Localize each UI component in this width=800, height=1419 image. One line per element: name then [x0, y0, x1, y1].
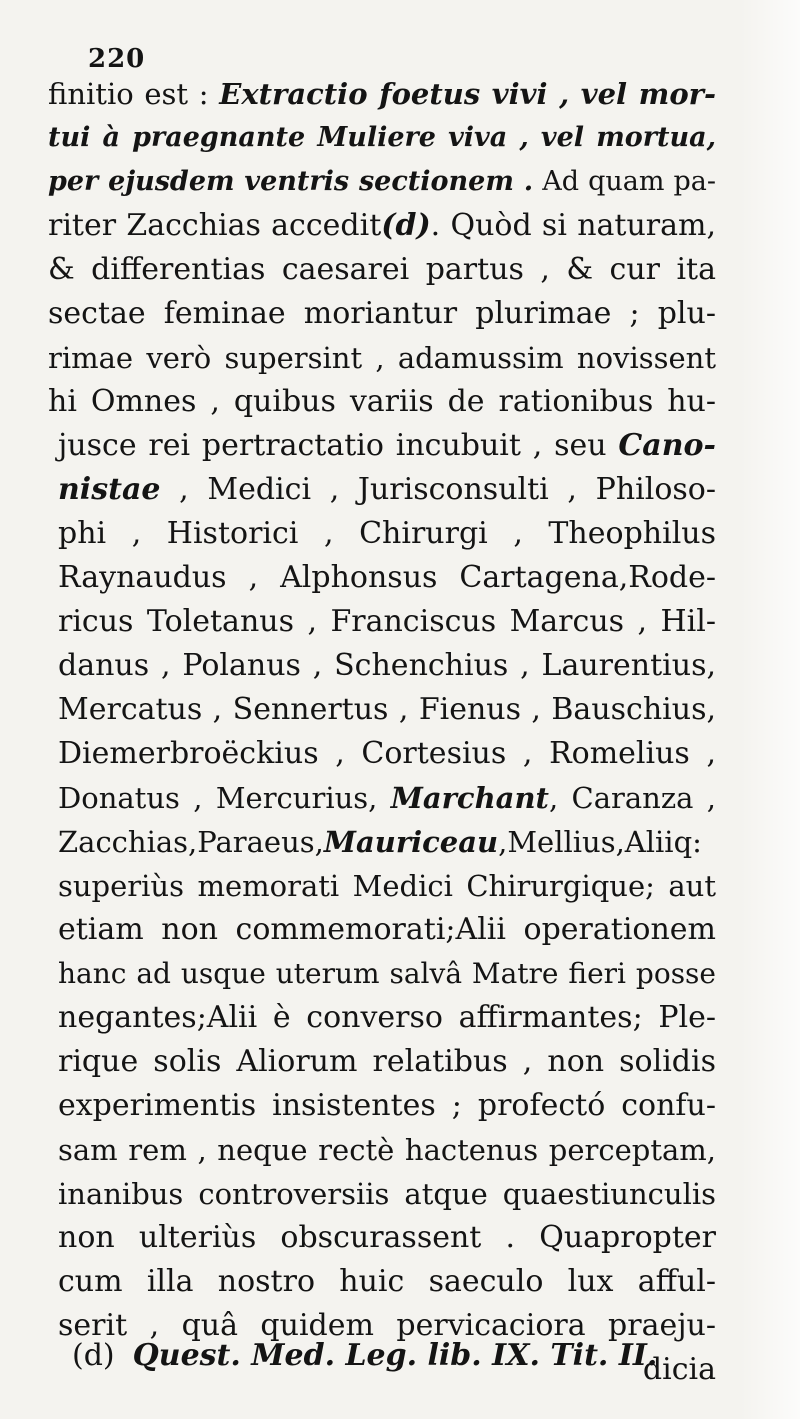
body-text: [48, 72, 716, 1392]
text-line: [48, 776, 716, 820]
text-span: rimae verò supersint , adamussim novissent: [48, 341, 716, 375]
text-span: ,Mellius,Aliiq:: [498, 825, 702, 859]
text-span: Raynaudus , Alphonsus Cartagena,Rode-: [58, 560, 716, 595]
text-line: [48, 1172, 716, 1216]
text-span: jusce rei pertractatio incubuit , seu: [58, 428, 619, 463]
text-span: hanc ad usque uterum salvâ Matre fieri posse: [58, 957, 716, 990]
text-span: Mercatus , Sennertus , Fienus , Bauschius,: [58, 692, 716, 727]
text-line: [48, 820, 716, 864]
text-span: ricus Toletanus , Franciscus Marcus , Hil-: [58, 604, 716, 639]
text-span: Donatus , Mercurius,: [58, 781, 391, 815]
text-span: sectae feminae moriantur plurimae ; plu-: [48, 296, 716, 331]
text-span: serit , quâ quidem pervicaciora praeju-: [58, 1308, 716, 1343]
italic-span: (d): [381, 208, 431, 243]
text-line: [48, 468, 716, 512]
text-line: [48, 336, 716, 380]
text-line: [48, 556, 716, 600]
text-line: [48, 72, 716, 116]
text-span: cum illa nostro huic saeculo lux afful-: [58, 1264, 716, 1299]
text-span: finitio est :: [48, 77, 220, 111]
text-span: Ad quam pa-: [533, 166, 716, 197]
text-line: [48, 292, 716, 336]
text-line: [48, 1084, 716, 1128]
footnote-ref: (d): [72, 1338, 115, 1373]
text-span: riter Zacchias accedit: [48, 208, 382, 243]
italic-span: Marchant: [390, 781, 549, 815]
text-span: non ulteriùs obscurassent . Quapropter: [58, 1220, 716, 1255]
text-line: [48, 644, 716, 688]
text-line: [48, 248, 716, 292]
text-line: [48, 996, 716, 1040]
text-line: [48, 424, 716, 468]
text-line: [48, 116, 716, 160]
text-span: sam rem , neque rectè hactenus perceptam,: [58, 1133, 716, 1167]
text-span: phi , Historici , Chirurgi , Theophilus: [58, 516, 716, 551]
italic-span: nistae: [58, 472, 161, 507]
text-span: , Medici , Jurisconsulti , Philoso-: [160, 472, 716, 507]
text-line: [48, 1040, 716, 1084]
text-line: [48, 600, 716, 644]
text-line: [48, 864, 716, 908]
text-span: . Quòd si naturam,: [430, 208, 716, 243]
text-line: [48, 380, 716, 424]
text-line: [48, 204, 716, 248]
text-span: Diemerbroëckius , Cortesius , Romelius ,: [58, 736, 716, 771]
text-line: [48, 732, 716, 776]
text-span: negantes;Alii è converso affirmantes; Ple-: [58, 1000, 716, 1035]
text-line: [48, 908, 716, 952]
footnote-citation: Quest. Med. Leg. lib. IX. Tit. II.: [132, 1338, 658, 1373]
text-line: [48, 512, 716, 556]
text-span: rique solis Aliorum relatibus , non solidis: [58, 1044, 716, 1079]
text-span: superiùs memorati Medici Chirurgique; aut: [58, 869, 716, 903]
italic-span: Cano-: [618, 428, 716, 463]
text-line: [48, 952, 716, 996]
text-span: danus , Polanus , Schenchius , Laurentius,: [58, 648, 716, 683]
text-span: hi Omnes , quibus variis de rationibus hu-: [48, 384, 716, 419]
text-line: [48, 1128, 716, 1172]
text-line: [48, 1216, 716, 1260]
text-span: dicia: [642, 1352, 716, 1387]
italic-span: Extractio foetus vivi , vel mor-: [219, 77, 716, 111]
footnote: [72, 1334, 672, 1378]
text-span: etiam non commemorati;Alii operationem: [58, 912, 716, 947]
text-span: , Caranza ,: [548, 781, 716, 815]
italic-span: tui à praegnante Muliere viva , vel mortua,: [48, 122, 716, 153]
text-span: experimentis insistentes ; profectó confu-: [58, 1088, 716, 1123]
italic-span: per ejusdem ventris sectionem .: [48, 166, 534, 197]
text-span: Zacchias,Paraeus,: [58, 825, 324, 859]
text-line: [48, 688, 716, 732]
text-span: & differentias caesarei partus , & cur ita: [48, 252, 716, 287]
text-line: [48, 160, 716, 204]
italic-span: Mauriceau: [323, 825, 499, 859]
text-line: [48, 1260, 716, 1304]
text-span: inanibus controversiis atque quaestiunculis: [58, 1177, 716, 1211]
page-number: 220: [88, 44, 146, 74]
